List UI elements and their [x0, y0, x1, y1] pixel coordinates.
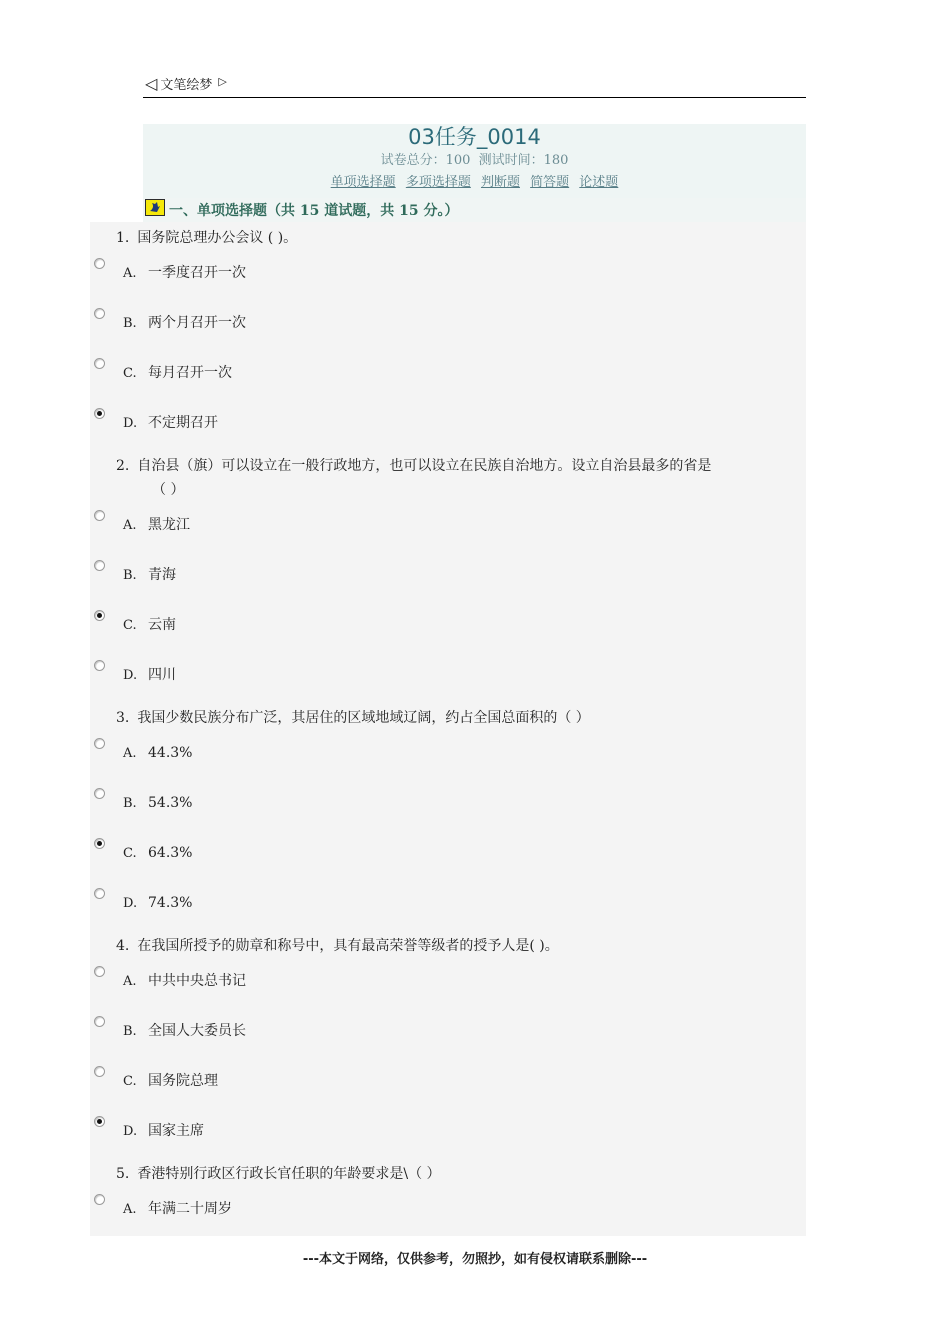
left-triangle-icon: ◁	[145, 74, 158, 93]
radio-button[interactable]	[94, 738, 105, 749]
section-arrow-icon	[145, 199, 165, 216]
option-a[interactable]: A. 黑龙江	[90, 502, 806, 552]
radio-button[interactable]	[94, 788, 105, 799]
option-b[interactable]: B. 54.3%	[90, 780, 806, 830]
exam-header	[143, 124, 806, 198]
option-d[interactable]: D. 四川	[90, 652, 806, 702]
option-d[interactable]: D. 不定期召开	[90, 400, 806, 450]
question-stem: 5. 香港特别行政区行政长官任职的年龄要求是\（ ）	[116, 1166, 441, 1182]
exam-meta	[143, 152, 806, 170]
section-header	[143, 198, 806, 222]
radio-button[interactable]	[94, 660, 105, 671]
section-nav	[143, 174, 806, 192]
exam-total-score: 试卷总分：100	[380, 153, 471, 168]
question-2	[90, 450, 806, 702]
radio-button[interactable]	[94, 258, 105, 269]
radio-button[interactable]	[94, 966, 105, 977]
nav-link-single-choice[interactable]: 单项选择题	[330, 175, 396, 190]
radio-button[interactable]	[94, 560, 105, 571]
question-4	[90, 930, 806, 1158]
question-list	[90, 222, 806, 1236]
header-divider	[143, 97, 806, 98]
footer-note: ---本文于网络，仅供参考，勿照抄，如有侵权请联系删除---	[302, 1252, 648, 1267]
question-5	[90, 1158, 806, 1236]
question-stem: 2. 自治县（旗）可以设立在一般行政地方，也可以设立在民族自治地方。设立自治县最多的省是 （ ）	[116, 458, 712, 498]
radio-button[interactable]	[94, 1066, 105, 1077]
option-a[interactable]: A. 44.3%	[90, 730, 806, 780]
option-b[interactable]: B. 全国人大委员长	[90, 1008, 806, 1058]
radio-button[interactable]	[94, 510, 105, 521]
radio-button[interactable]	[94, 1194, 105, 1205]
option-a[interactable]: A. 中共中央总书记	[90, 958, 806, 1008]
radio-button-selected[interactable]	[94, 838, 105, 849]
document-header-mark	[145, 74, 227, 93]
radio-button[interactable]	[94, 888, 105, 899]
exam-title: 03任务_0014	[408, 125, 541, 149]
radio-button[interactable]	[94, 308, 105, 319]
question-stem: 4. 在我国所授予的勋章和称号中，具有最高荣誉等级者的授予人是( )。	[116, 938, 559, 954]
option-a[interactable]: A. 年满二十周岁	[90, 1186, 806, 1236]
radio-button-selected[interactable]	[94, 408, 105, 419]
question-3	[90, 702, 806, 930]
radio-button[interactable]	[94, 358, 105, 369]
option-c[interactable]: C. 云南	[90, 602, 806, 652]
option-c[interactable]: C. 国务院总理	[90, 1058, 806, 1108]
option-c[interactable]: C. 每月召开一次	[90, 350, 806, 400]
radio-button-selected[interactable]	[94, 610, 105, 621]
question-stem: 3. 我国少数民族分布广泛，其居住的区域地域辽阔，约占全国总面积的（ ）	[116, 710, 590, 726]
header-mark-text: 文笔绘梦	[160, 78, 213, 93]
nav-link-short-answer[interactable]: 简答题	[530, 175, 570, 190]
nav-link-multiple-choice[interactable]: 多项选择题	[405, 175, 471, 190]
question-1	[90, 222, 806, 450]
right-triangle-icon: ▷	[218, 75, 227, 88]
option-a[interactable]: A. 一季度召开一次	[90, 250, 806, 300]
question-stem: 1. 国务院总理办公会议 ( )。	[116, 230, 298, 246]
radio-button[interactable]	[94, 1016, 105, 1027]
exam-time: 测试时间：180	[478, 153, 569, 168]
section-title: 一、单项选择题（共 15 道试题，共 15 分。）	[169, 203, 459, 219]
option-d[interactable]: D. 国家主席	[90, 1108, 806, 1158]
option-c[interactable]: C. 64.3%	[90, 830, 806, 880]
option-b[interactable]: B. 两个月召开一次	[90, 300, 806, 350]
nav-link-essay[interactable]: 论述题	[579, 175, 619, 190]
option-d[interactable]: D. 74.3%	[90, 880, 806, 930]
option-b[interactable]: B. 青海	[90, 552, 806, 602]
radio-button-selected[interactable]	[94, 1116, 105, 1127]
nav-link-true-false[interactable]: 判断题	[480, 175, 520, 190]
